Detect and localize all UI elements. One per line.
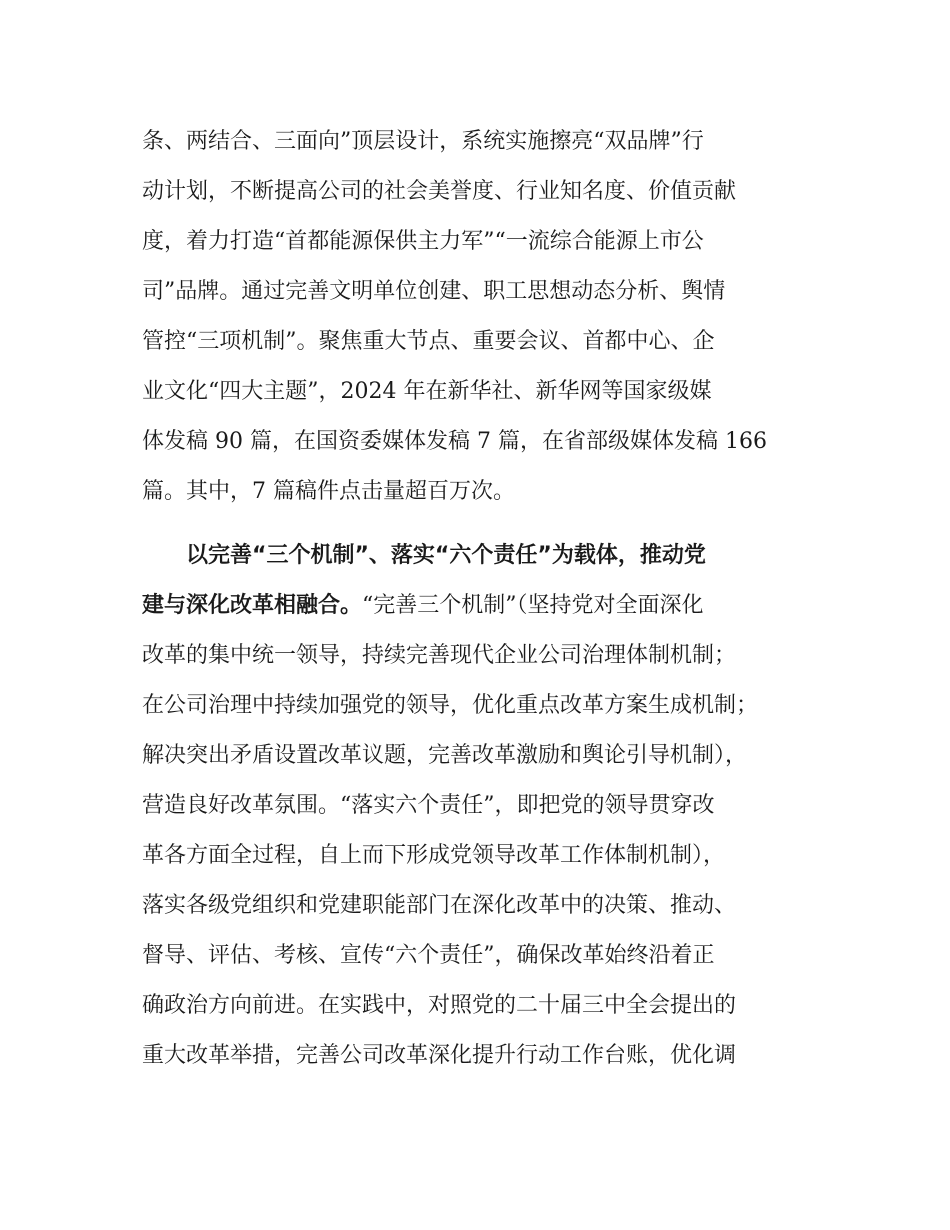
bold-lead-text-end: 建与深化改革相融合。	[142, 593, 363, 618]
text-line	[142, 581, 832, 631]
text-line: 度，着力打造“首都能源保供主力军”“一流综合能源上市公	[142, 229, 704, 254]
paragraph-reform-integration	[142, 531, 832, 1081]
body-text: “完善三个机制”（坚持党对全面深化	[362, 593, 704, 618]
text-line: 业文化“四大主题”，2024 年在新华社、新华网等国家级媒	[142, 379, 712, 404]
text-line: 落实各级党组织和党建职能部门在深化改革中的决策、推动、	[142, 893, 737, 918]
text-line: 重大改革举措，完善公司改革深化提升行动工作台账，优化调	[142, 1043, 737, 1068]
text-line: 督导、评估、考核、宣传“六个责任”，确保改革始终沿着正	[142, 943, 715, 968]
text-line: 体发稿 90 篇，在国资委媒体发稿 7 篇，在省部级媒体发稿 166	[142, 429, 767, 454]
text-line-heading	[142, 531, 832, 581]
text-line: 管控“三项机制”。聚焦重大节点、重要会议、首都中心、企	[142, 329, 715, 354]
text-line: 在公司治理中持续加强党的领导，优化重点改革方案生成机制；	[142, 693, 759, 718]
text-line: 确政治方向前进。在实践中，对照党的二十届三中全会提出的	[142, 993, 737, 1018]
text-line: 解决突出矛盾设置改革议题，完善改革激励和舆论引导机制），	[142, 743, 748, 768]
bold-lead-text: 以完善“三个机制”、落实“六个责任”为载体，推动党	[186, 543, 706, 568]
text-line: 条、两结合、三面向”顶层设计，系统实施擦亮“双品牌”行	[142, 129, 704, 154]
paragraph-brand-building	[142, 117, 832, 517]
text-line: 动计划，不断提高公司的社会美誉度、行业知名度、价值贡献	[142, 179, 737, 204]
text-line: 营造良好改革氛围。“落实六个责任”，即把党的领导贯穿改	[142, 793, 715, 818]
text-line: 司”品牌。通过完善文明单位创建、职工思想动态分析、舆情	[142, 279, 726, 304]
text-line: 篇。其中，7 篇稿件点击量超百万次。	[142, 479, 515, 504]
text-line: 改革的集中统一领导，持续完善现代企业公司治理体制机制；	[142, 643, 737, 668]
text-line: 革各方面全过程，自上而下形成党领导改革工作体制机制），	[142, 843, 726, 868]
